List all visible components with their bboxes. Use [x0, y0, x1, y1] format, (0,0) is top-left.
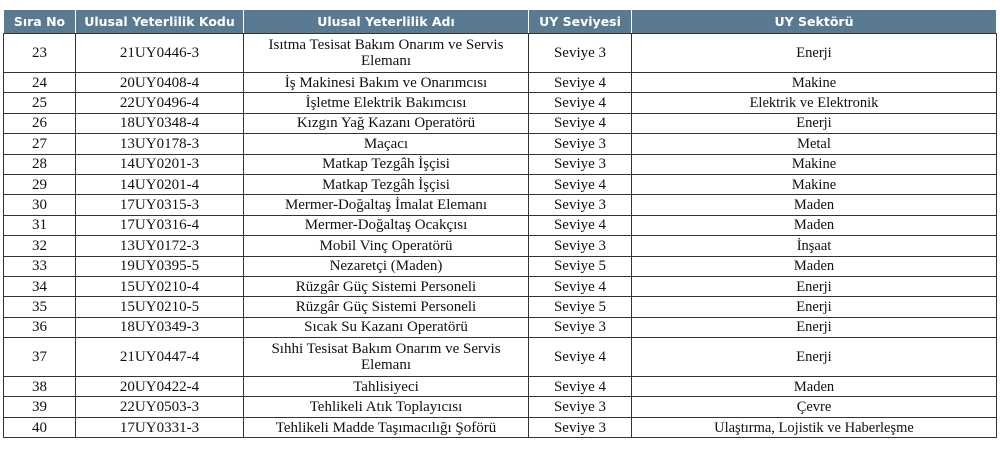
cell-seviye: Seviye 4 — [529, 93, 632, 113]
cell-kod: 13UY0178-3 — [76, 134, 244, 154]
qualification-table — [3, 9, 997, 438]
cell-kod: 17UY0315-3 — [76, 195, 244, 215]
cell-sira-no: 31 — [4, 215, 76, 235]
cell-kod: 15UY0210-4 — [76, 276, 244, 296]
cell-ad: Tehlikeli Madde Taşımacılığı Şoförü — [244, 417, 529, 437]
cell-kod: 22UY0496-4 — [76, 93, 244, 113]
cell-seviye: Seviye 3 — [529, 236, 632, 256]
cell-ad: Rüzgâr Güç Sistemi Personeli — [244, 297, 529, 317]
cell-ad: Mermer-Doğaltaş İmalat Elemanı — [244, 195, 529, 215]
cell-sira-no: 30 — [4, 195, 76, 215]
cell-sira-no: 28 — [4, 154, 76, 174]
table-body — [4, 34, 997, 438]
cell-sektor: Maden — [632, 377, 997, 397]
cell-ad: Mermer-Doğaltaş Ocakçısı — [244, 215, 529, 235]
cell-sira-no: 37 — [4, 338, 76, 377]
cell-seviye: Seviye 4 — [529, 276, 632, 296]
cell-sira-no: 40 — [4, 417, 76, 437]
cell-kod: 19UY0395-5 — [76, 256, 244, 276]
table-row — [4, 93, 997, 113]
table-row — [4, 113, 997, 133]
cell-sektor: Maden — [632, 195, 997, 215]
cell-sektor: Makine — [632, 73, 997, 93]
table-row — [4, 174, 997, 194]
cell-sektor: Maden — [632, 215, 997, 235]
cell-seviye: Seviye 3 — [529, 195, 632, 215]
header-uy-sektoru: UY Sektörü — [632, 10, 997, 34]
table-row — [4, 317, 997, 337]
cell-ad: Matkap Tezgâh İşçisi — [244, 154, 529, 174]
cell-seviye: Seviye 3 — [529, 34, 632, 73]
cell-sira-no: 24 — [4, 73, 76, 93]
cell-sektor: Enerji — [632, 113, 997, 133]
cell-seviye: Seviye 3 — [529, 317, 632, 337]
cell-sira-no: 35 — [4, 297, 76, 317]
cell-sira-no: 33 — [4, 256, 76, 276]
cell-sektor: Enerji — [632, 34, 997, 73]
cell-sira-no: 39 — [4, 397, 76, 417]
cell-kod: 20UY0408-4 — [76, 73, 244, 93]
cell-kod: 20UY0422-4 — [76, 377, 244, 397]
cell-sira-no: 25 — [4, 93, 76, 113]
cell-seviye: Seviye 4 — [529, 73, 632, 93]
cell-sektor: Metal — [632, 134, 997, 154]
cell-sektor: Enerji — [632, 338, 997, 377]
header-yeterlilik-adi: Ulusal Yeterlilik Adı — [244, 10, 529, 34]
cell-sektor: Makine — [632, 174, 997, 194]
cell-sira-no: 26 — [4, 113, 76, 133]
table-row — [4, 34, 997, 73]
cell-sira-no: 32 — [4, 236, 76, 256]
cell-ad: İş Makinesi Bakım ve Onarımcısı — [244, 73, 529, 93]
cell-sira-no: 34 — [4, 276, 76, 296]
cell-seviye: Seviye 4 — [529, 377, 632, 397]
cell-kod: 15UY0210-5 — [76, 297, 244, 317]
cell-sektor: Enerji — [632, 317, 997, 337]
table-row — [4, 297, 997, 317]
cell-sektor: Enerji — [632, 276, 997, 296]
table-row — [4, 73, 997, 93]
cell-kod: 22UY0503-3 — [76, 397, 244, 417]
cell-kod: 14UY0201-4 — [76, 174, 244, 194]
cell-sektor: Çevre — [632, 397, 997, 417]
cell-seviye: Seviye 5 — [529, 256, 632, 276]
table-row — [4, 276, 997, 296]
cell-seviye: Seviye 3 — [529, 397, 632, 417]
cell-sektor: Elektrik ve Elektronik — [632, 93, 997, 113]
table-row — [4, 397, 997, 417]
cell-seviye: Seviye 5 — [529, 297, 632, 317]
cell-kod: 17UY0331-3 — [76, 417, 244, 437]
table-row — [4, 134, 997, 154]
cell-kod: 18UY0348-4 — [76, 113, 244, 133]
cell-ad: Nezaretçi (Maden) — [244, 256, 529, 276]
cell-kod: 21UY0446-3 — [76, 34, 244, 73]
cell-ad: Matkap Tezgâh İşçisi — [244, 174, 529, 194]
cell-sektor: İnşaat — [632, 236, 997, 256]
cell-sektor: Maden — [632, 256, 997, 276]
header-uy-seviyesi: UY Seviyesi — [529, 10, 632, 34]
table-header-row — [4, 10, 997, 34]
table-row — [4, 154, 997, 174]
cell-ad: İşletme Elektrik Bakımcısı — [244, 93, 529, 113]
cell-seviye: Seviye 4 — [529, 215, 632, 235]
table-row — [4, 195, 997, 215]
table-row — [4, 377, 997, 397]
cell-seviye: Seviye 4 — [529, 113, 632, 133]
qualification-table-wrapper — [3, 9, 997, 438]
cell-ad: Isıtma Tesisat Bakım Onarım ve Servis Elemanı — [244, 34, 529, 73]
table-row — [4, 215, 997, 235]
header-yeterlilik-kodu: Ulusal Yeterlilik Kodu — [76, 10, 244, 34]
cell-ad: Tahlisiyeci — [244, 377, 529, 397]
cell-ad: Sıhhi Tesisat Bakım Onarım ve Servis Elemanı — [244, 338, 529, 377]
cell-seviye: Seviye 4 — [529, 338, 632, 377]
cell-seviye: Seviye 3 — [529, 134, 632, 154]
cell-ad: Kızgın Yağ Kazanı Operatörü — [244, 113, 529, 133]
cell-ad: Tehlikeli Atık Toplayıcısı — [244, 397, 529, 417]
table-row — [4, 256, 997, 276]
table-row — [4, 417, 997, 437]
cell-ad: Mobil Vinç Operatörü — [244, 236, 529, 256]
cell-kod: 13UY0172-3 — [76, 236, 244, 256]
cell-sira-no: 29 — [4, 174, 76, 194]
table-row — [4, 236, 997, 256]
cell-seviye: Seviye 4 — [529, 174, 632, 194]
cell-sira-no: 38 — [4, 377, 76, 397]
cell-sira-no: 27 — [4, 134, 76, 154]
cell-ad: Rüzgâr Güç Sistemi Personeli — [244, 276, 529, 296]
cell-kod: 14UY0201-3 — [76, 154, 244, 174]
cell-kod: 17UY0316-4 — [76, 215, 244, 235]
cell-sektor: Makine — [632, 154, 997, 174]
cell-sira-no: 23 — [4, 34, 76, 73]
cell-sektor: Ulaştırma, Lojistik ve Haberleşme — [632, 417, 997, 437]
table-row — [4, 338, 997, 377]
cell-ad: Sıcak Su Kazanı Operatörü — [244, 317, 529, 337]
header-sira-no: Sıra No — [4, 10, 76, 34]
cell-kod: 18UY0349-3 — [76, 317, 244, 337]
cell-kod: 21UY0447-4 — [76, 338, 244, 377]
cell-seviye: Seviye 3 — [529, 417, 632, 437]
cell-seviye: Seviye 3 — [529, 154, 632, 174]
cell-sektor: Enerji — [632, 297, 997, 317]
cell-ad: Maçacı — [244, 134, 529, 154]
cell-sira-no: 36 — [4, 317, 76, 337]
